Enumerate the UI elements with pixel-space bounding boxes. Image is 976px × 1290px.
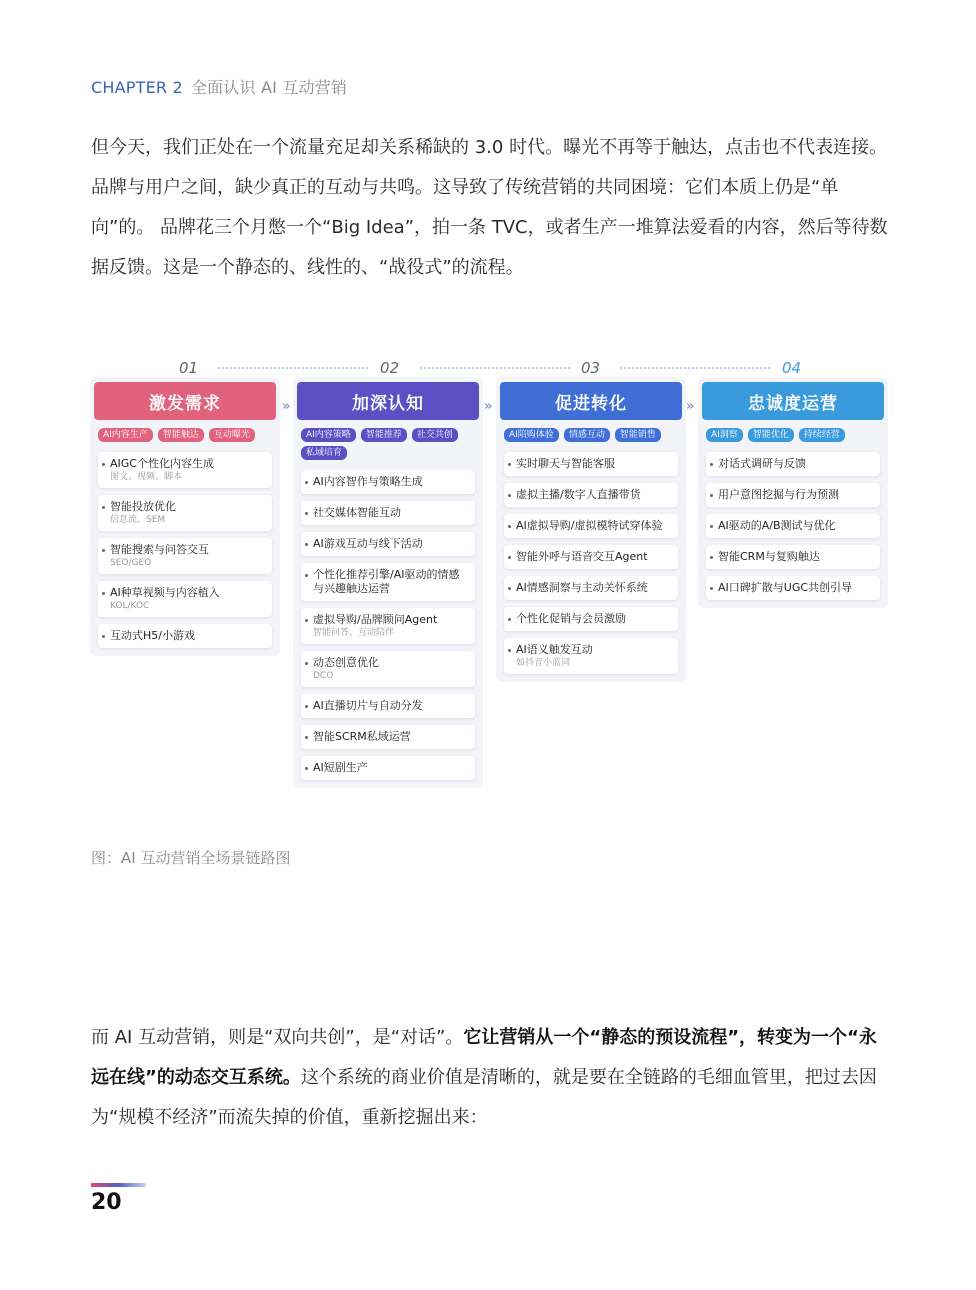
stage-tag: AI洞察 bbox=[706, 428, 743, 442]
stage-column-conversion bbox=[496, 377, 686, 682]
item-sublabel: SEO/GEO bbox=[110, 558, 152, 568]
item-label: 虚拟导购/品牌顾问Agent bbox=[313, 613, 438, 626]
item-label: AI内容智作与策略生成 bbox=[313, 475, 423, 488]
paragraph-text: 这个系统的商业价值是清晰的，就是要在全链路的毛细血管里，把过去因为“规模不经济”而流失掉的价值，重新挖掘出来： bbox=[91, 1067, 877, 1128]
item-list bbox=[90, 442, 280, 656]
list-item bbox=[98, 538, 272, 574]
list-item bbox=[301, 532, 475, 556]
list-item bbox=[504, 607, 678, 631]
item-label: AI直播切片与自动分发 bbox=[313, 699, 423, 712]
body-paragraph bbox=[91, 1018, 891, 1138]
list-item bbox=[301, 725, 475, 749]
list-item bbox=[98, 581, 272, 617]
list-item bbox=[706, 514, 880, 538]
step-number: 03 bbox=[581, 359, 601, 377]
chevron-right-icon: » bbox=[282, 399, 288, 414]
tag-list bbox=[698, 420, 888, 442]
stage-column-loyalty bbox=[698, 377, 888, 608]
step-number: 04 bbox=[782, 359, 802, 377]
item-label: AI情感洞察与主动关怀系统 bbox=[516, 581, 648, 594]
list-item bbox=[98, 452, 272, 488]
item-list bbox=[293, 460, 483, 788]
item-label: 动态创意优化 bbox=[313, 656, 379, 669]
stage-tag: 情感互动 bbox=[564, 428, 610, 442]
step-connector bbox=[218, 367, 368, 369]
item-sublabel: 信息流、SEM bbox=[110, 515, 166, 525]
stage-tag: 智能触达 bbox=[158, 428, 204, 442]
item-sublabel: KOL/KOC bbox=[110, 601, 150, 611]
tag-list bbox=[90, 420, 280, 442]
marketing-chain-diagram bbox=[90, 355, 890, 800]
stage-tag: 智能销售 bbox=[615, 428, 661, 442]
page-accent-bar bbox=[91, 1183, 146, 1187]
stage-title: 加深认知 bbox=[297, 382, 479, 420]
item-label: AI种草视频与内容植入 bbox=[110, 586, 220, 599]
stage-tag: 私域培育 bbox=[301, 446, 347, 460]
stage-title: 促进转化 bbox=[500, 382, 682, 420]
list-item bbox=[301, 756, 475, 780]
list-item bbox=[706, 545, 880, 569]
item-sublabel: 图文、视频、脚本 bbox=[110, 472, 183, 482]
stage-tag: AI陪购体验 bbox=[504, 428, 559, 442]
list-item bbox=[504, 638, 678, 674]
step-number: 01 bbox=[179, 359, 199, 377]
item-sublabel: 智能问答、互动陪伴 bbox=[313, 628, 395, 638]
chapter-title: 全面认识 AI 互动营销 bbox=[190, 78, 348, 97]
list-item bbox=[504, 514, 678, 538]
list-item bbox=[98, 495, 272, 531]
paragraph-text: 而 AI 互动营销，则是“双向共创”，是“对话”。 bbox=[91, 1027, 464, 1048]
list-item bbox=[301, 651, 475, 687]
list-item bbox=[301, 501, 475, 525]
stage-tag: 持续经营 bbox=[799, 428, 845, 442]
list-item bbox=[504, 452, 678, 476]
item-label: 智能SCRM私域运营 bbox=[313, 730, 411, 743]
page-number: 20 bbox=[91, 1190, 122, 1215]
item-label: AIGC个性化内容生成 bbox=[110, 457, 214, 470]
paragraph-emphasis: 它让营销从一个“静态的预设流程”，转变为一个“永远在线”的动态交互系统。 bbox=[91, 1027, 877, 1088]
item-label: 虚拟主播/数字人直播带货 bbox=[516, 488, 641, 501]
item-label: 智能外呼与语音交互Agent bbox=[516, 550, 648, 563]
item-label: AI驱动的A/B测试与优化 bbox=[718, 519, 836, 532]
item-label: 对话式调研与反馈 bbox=[718, 457, 806, 470]
list-item bbox=[706, 452, 880, 476]
step-connector bbox=[620, 367, 770, 369]
stage-tag: 互动曝光 bbox=[209, 428, 255, 442]
step-connector bbox=[420, 367, 570, 369]
tag-list bbox=[496, 420, 686, 442]
stage-tag: 智能优化 bbox=[748, 428, 794, 442]
list-item bbox=[706, 576, 880, 600]
list-item bbox=[301, 694, 475, 718]
list-item bbox=[504, 545, 678, 569]
item-label: 互动式H5/小游戏 bbox=[110, 629, 195, 642]
item-sublabel: DCO bbox=[313, 671, 334, 681]
item-label: 个性化推荐引擎/AI驱动的情感与兴趣触达运营 bbox=[313, 568, 460, 595]
chevron-right-icon: » bbox=[686, 399, 692, 414]
chevron-right-icon: » bbox=[484, 399, 490, 414]
list-item bbox=[706, 483, 880, 507]
item-label: AI口碑扩散与UGC共创引导 bbox=[718, 581, 853, 594]
item-label: 社交媒体智能互动 bbox=[313, 506, 401, 519]
item-list bbox=[698, 442, 888, 608]
list-item bbox=[301, 470, 475, 494]
list-item bbox=[98, 624, 272, 648]
item-label: 智能搜索与问答交互 bbox=[110, 543, 209, 556]
stage-tag: 社交共创 bbox=[412, 428, 458, 442]
list-item bbox=[301, 608, 475, 644]
stage-tag: AI内容策略 bbox=[301, 428, 356, 442]
item-label: 智能CRM与复购触达 bbox=[718, 550, 820, 563]
stage-tag: AI内容生产 bbox=[98, 428, 153, 442]
item-label: AI语义触发互动 bbox=[516, 643, 593, 656]
intro-paragraph: 但今天，我们正处在一个流量充足却关系稀缺的 3.0 时代。曝光不再等于触达，点击也不代表连接。品牌与用户之间，缺少真正的互动与共鸣。这导致了传统营销的共同困境：它们本质上仍是“单向”的。 品牌花三个月憋一个“Big Idea”，拍一条 TVC，或者生产一堆算法爱看的内容，然后等待数据反馈。这是一个静态的、线性的、“战役式”的流程。 bbox=[91, 137, 888, 278]
stage-tag: 智能推荐 bbox=[361, 428, 407, 442]
item-list bbox=[496, 442, 686, 682]
list-item bbox=[504, 576, 678, 600]
step-number: 02 bbox=[380, 359, 400, 377]
chapter-header bbox=[91, 75, 347, 98]
stage-title: 激发需求 bbox=[94, 382, 276, 420]
item-label: 个性化促销与会员激励 bbox=[516, 612, 626, 625]
item-sublabel: 如抖音小蓝词 bbox=[516, 658, 571, 668]
figure-caption: 图：AI 互动营销全场景链路图 bbox=[91, 849, 291, 867]
stage-column-demand bbox=[90, 377, 280, 656]
stage-title: 忠诚度运营 bbox=[702, 382, 884, 420]
item-label: AI虚拟导购/虚拟模特试穿体验 bbox=[516, 519, 663, 532]
item-label: 用户意图挖掘与行为预测 bbox=[718, 488, 839, 501]
list-item bbox=[301, 563, 475, 601]
stage-column-awareness bbox=[293, 377, 483, 788]
item-label: AI游戏互动与线下活动 bbox=[313, 537, 423, 550]
item-label: 实时聊天与智能客服 bbox=[516, 457, 615, 470]
chapter-number: CHAPTER 2 bbox=[91, 78, 183, 97]
item-label: 智能投放优化 bbox=[110, 500, 176, 513]
list-item bbox=[504, 483, 678, 507]
tag-list bbox=[293, 420, 483, 460]
item-label: AI短剧生产 bbox=[313, 761, 368, 774]
